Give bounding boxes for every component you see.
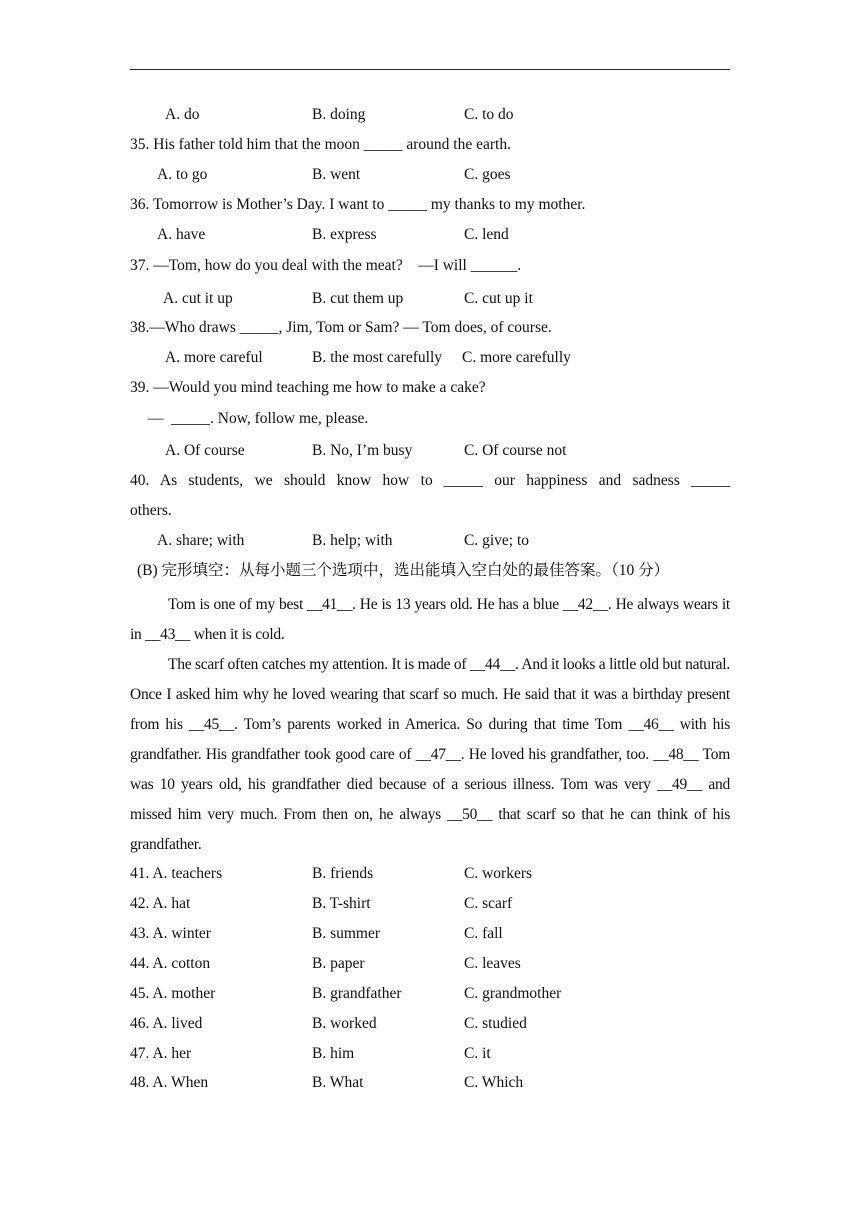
option-c: C. Of course not [464, 442, 567, 459]
option-b: B. worked [312, 1015, 377, 1032]
option-a: 45. A. mother [130, 985, 216, 1002]
option-c: C. cut up it [464, 290, 533, 307]
option-b: B. the most carefully [312, 349, 442, 366]
passage-paragraph-1: Tom is one of my best __41__. He is 13 years old. He has a blue __42__. He always wears it in __43__ when it is cold. [130, 596, 730, 643]
option-a: 46. A. lived [130, 1015, 203, 1032]
option-c: C. fall [464, 925, 503, 942]
option-c: C. more carefully [462, 349, 571, 366]
option-a: A. share; with [157, 532, 245, 549]
option-b: B. doing [312, 106, 366, 123]
option-b: B. summer [312, 925, 381, 942]
option-a: A. cut it up [163, 290, 233, 307]
option-b: B. help; with [312, 532, 393, 549]
option-c: C. leaves [464, 955, 521, 972]
option-c: C. it [464, 1045, 491, 1062]
q40-stem-line2: others. [130, 502, 172, 519]
option-a: 44. A. cotton [130, 955, 211, 972]
header-rule [130, 69, 730, 70]
option-a: 43. A. winter [130, 925, 211, 942]
option-b: B. T-shirt [312, 895, 371, 912]
option-a: 48. A. When [130, 1074, 209, 1091]
option-b: B. What [312, 1074, 364, 1091]
option-b: B. him [312, 1045, 355, 1062]
q40-stem-line1: 40. As students, we should know how to _____ our happiness and sadness _____ [130, 472, 730, 489]
option-b: B. friends [312, 865, 374, 882]
q39-stem-reply: — _____. Now, follow me, please. [148, 410, 369, 427]
option-c: C. goes [464, 166, 511, 183]
q36-stem: 36. Tomorrow is Mother’s Day. I want to _____ my thanks to my mother. [130, 196, 586, 213]
option-c: C. lend [464, 226, 509, 243]
option-b: B. grandfather [312, 985, 402, 1002]
option-c: C. give; to [464, 532, 530, 549]
section-b-heading: (B) 完形填空：从每小题三个选项中，选出能填入空白处的最佳答案。（10 分） [137, 562, 670, 579]
q37-stem: 37. —Tom, how do you deal with the meat? —I will ______. [130, 257, 522, 274]
q35-stem: 35. His father told him that the moon _____ around the earth. [130, 136, 511, 153]
option-a: A. to go [157, 166, 208, 183]
option-a: 42. A. hat [130, 895, 191, 912]
option-b: B. went [312, 166, 361, 183]
option-b: B. express [312, 226, 377, 243]
option-a: 47. A. her [130, 1045, 192, 1062]
option-c: C. workers [464, 865, 533, 882]
option-c: C. scarf [464, 895, 513, 912]
option-b: B. paper [312, 955, 365, 972]
option-a: A. have [157, 226, 206, 243]
option-c: C. studied [464, 1015, 527, 1032]
option-a: A. Of course [165, 442, 245, 459]
passage-paragraph-2: The scarf often catches my attention. It is made of __44__. And it looks a little old but natural. Once I asked him why he loved wearing that scarf so much. He said that it was a birthday present from his __45__. Tom’s parents worked in America. So during that time Tom __46__ with his grandfather. His grandfather took good care of __47__. He loved his grandfather, too. __48__ Tom was 10 years old, his grandfather died because of a serious illness. Tom was very __49__ and missed him very much. From then on, he always __50__ that scarf so that he can think of his grandfather. [130, 656, 730, 853]
option-a: A. do [165, 106, 200, 123]
option-c: C. Which [464, 1074, 524, 1091]
option-a: 41. A. teachers [130, 865, 223, 882]
option-c: C. to do [464, 106, 514, 123]
q38-stem: 38.—Who draws _____, Jim, Tom or Sam? — Tom does, of course. [130, 319, 552, 336]
q39-stem: 39. —Would you mind teaching me how to make a cake? [130, 379, 486, 396]
option-c: C. grandmother [464, 985, 562, 1002]
cloze-passage [130, 590, 730, 860]
option-b: B. cut them up [312, 290, 404, 307]
option-a: A. more careful [165, 349, 263, 366]
option-b: B. No, I’m busy [312, 442, 413, 459]
